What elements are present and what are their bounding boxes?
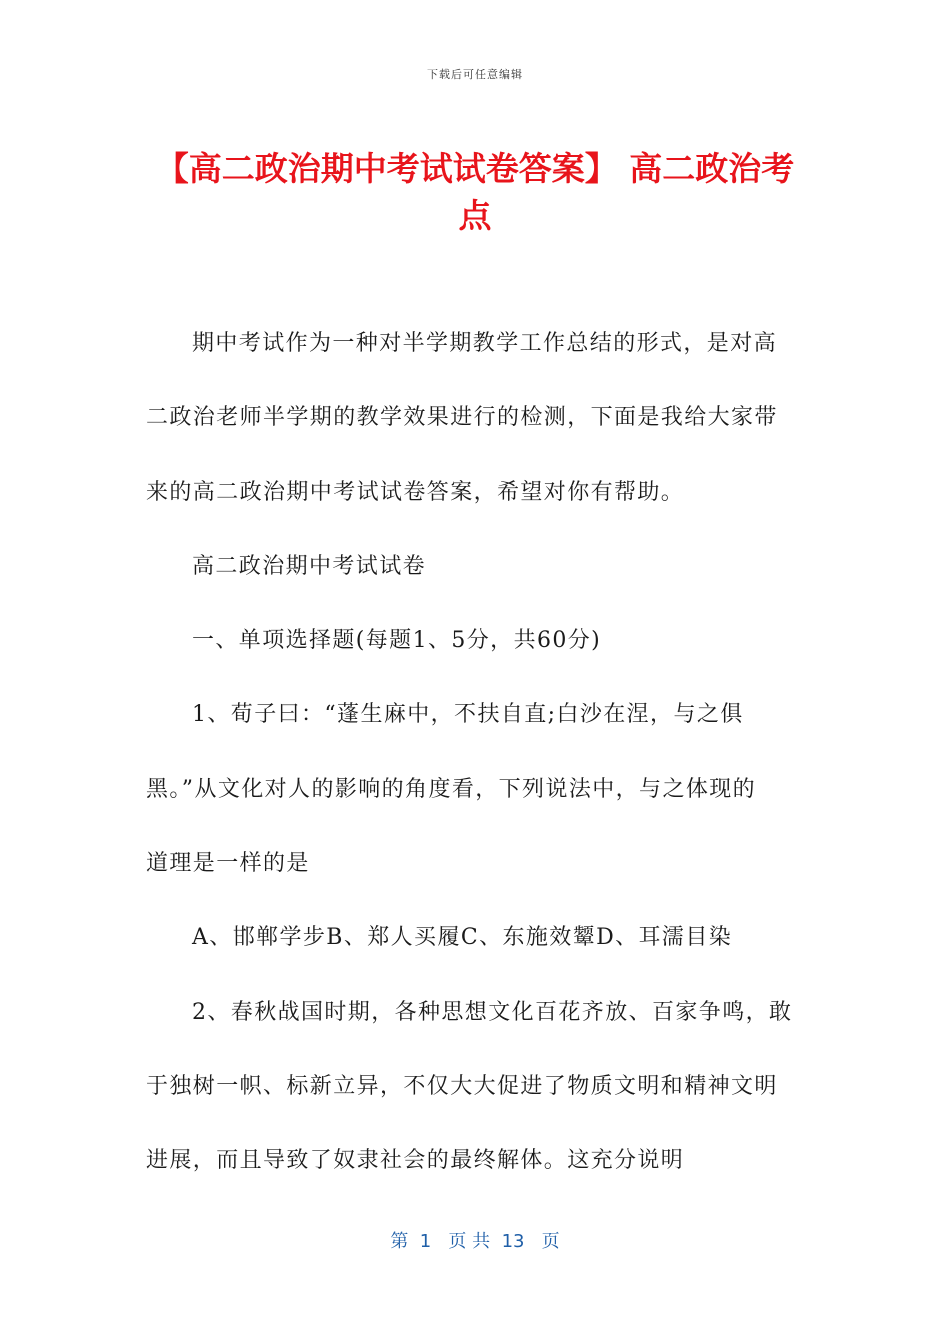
- paragraph-line: 二政治老师半学期的教学效果进行的检测，下面是我给大家带: [146, 405, 778, 431]
- question-line: 黑。”从文化对人的影响的角度看，下列说法中，与之体现的: [146, 776, 757, 802]
- question-line: 1、荀子曰：“蓬生麻中，不扶自直;白沙在涅，与之俱: [192, 702, 744, 728]
- question-line: 于独树一帜、标新立异，不仅大大促进了物质文明和精神文明: [146, 1073, 778, 1099]
- answer-options: A、邯郸学步B、郑人买履C、东施效颦D、耳濡目染: [192, 925, 733, 951]
- section-heading: 高二政治期中考试试卷: [192, 553, 427, 579]
- document-title: 【高二政治期中考试试卷答案】 高二政治考点: [155, 149, 795, 235]
- paragraph-line: 来的高二政治期中考试试卷答案，希望对你有帮助。: [146, 479, 685, 505]
- paragraph-line: 期中考试作为一种对半学期教学工作总结的形式，是对高: [192, 331, 778, 356]
- question-section-heading: 一、单项选择题(每题1、5分，共60分): [192, 628, 602, 654]
- question-line: 进展，而且导致了奴隶社会的最终解体。这充分说明: [146, 1148, 685, 1174]
- question-line: 道理是一样的是: [146, 851, 310, 877]
- header-note: 下载后可任意编辑: [427, 68, 523, 81]
- question-line: 2、春秋战国时期，各种思想文化百花齐放、百家争鸣，敢: [192, 999, 793, 1025]
- page-number-footer: 第 1 页 共 13 页: [390, 1231, 560, 1252]
- document-body: [146, 322, 806, 1214]
